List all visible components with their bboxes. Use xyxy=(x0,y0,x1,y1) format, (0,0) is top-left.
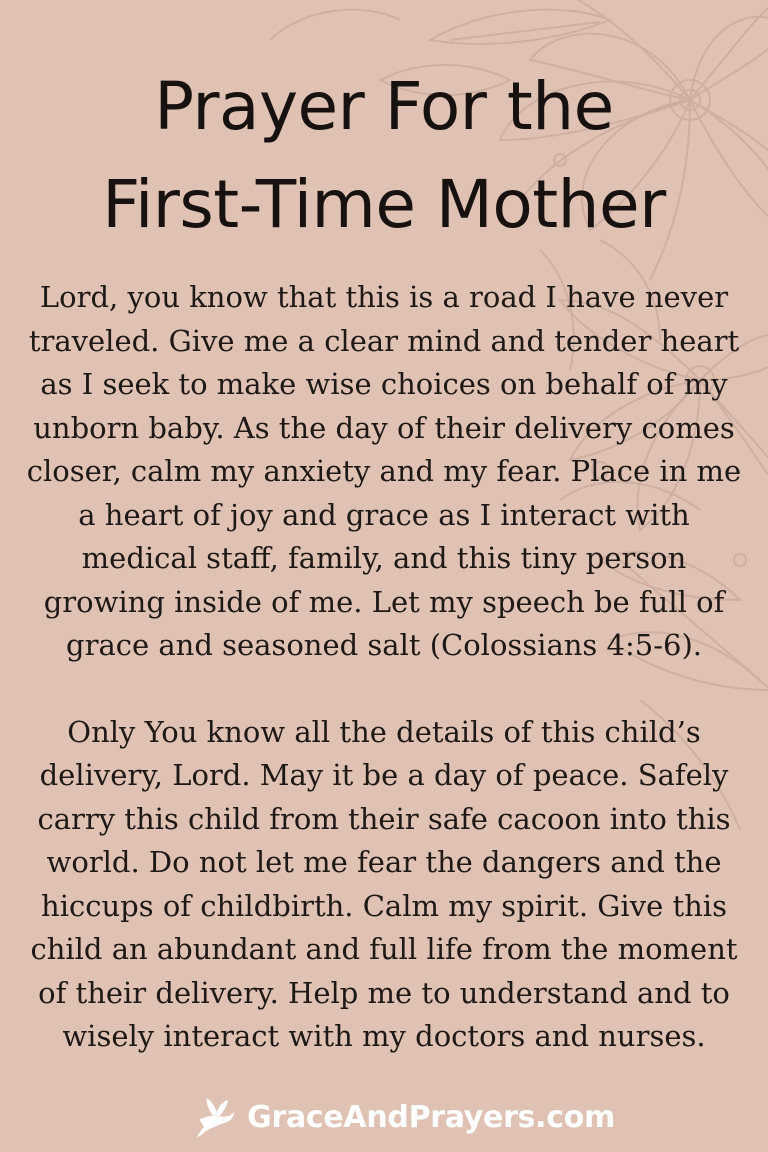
text-line: carry this child from their safe cacoon into this xyxy=(37,801,731,836)
brand-footer xyxy=(195,1090,615,1146)
text-line: child an abundant and full life from the moment xyxy=(30,932,738,966)
text-line: Lord, you know that this is a road I have never xyxy=(39,280,729,314)
text-line: medical staff, family, and this tiny person xyxy=(81,541,687,575)
text-line: closer, calm my anxiety and my fear. Place in me xyxy=(26,454,742,488)
text-line: unborn baby. As the day of their delivery comes xyxy=(33,410,735,445)
text-line: hiccups of childbirth. Calm my spirit. Give this xyxy=(41,888,727,923)
text-line: growing inside of me. Let my speech be full of xyxy=(43,584,725,619)
text-line: as I seek to make wise choices on behalf of my xyxy=(40,367,728,401)
text-line: wisely interact with my doctors and nurses. xyxy=(62,1019,706,1053)
dove-icon xyxy=(195,1090,237,1146)
text-line: delivery, Lord. May it be a day of peace. Safely xyxy=(39,758,729,792)
text-line: Only You know all the details of this child’s xyxy=(67,714,701,749)
text-line: traveled. Give me a clear mind and tender heart xyxy=(28,323,740,358)
text-line: a heart of joy and grace as I interact with xyxy=(78,497,690,532)
text-line: world. Do not let me fear the dangers and the xyxy=(46,845,722,879)
brand-name: GraceAndPrayers.com xyxy=(247,1100,615,1135)
prayer-text xyxy=(24,276,744,1059)
page-title xyxy=(0,58,768,254)
prayer-paragraph-1 xyxy=(24,276,744,668)
title-line-1: Prayer For the xyxy=(154,68,614,145)
prayer-paragraph-2 xyxy=(24,711,744,1059)
title-line-2: First-Time Mother xyxy=(102,166,666,243)
text-line: of their delivery. Help me to understand and to xyxy=(38,975,730,1010)
text-line: grace and seasoned salt (Colossians 4:5-6). xyxy=(66,628,702,662)
